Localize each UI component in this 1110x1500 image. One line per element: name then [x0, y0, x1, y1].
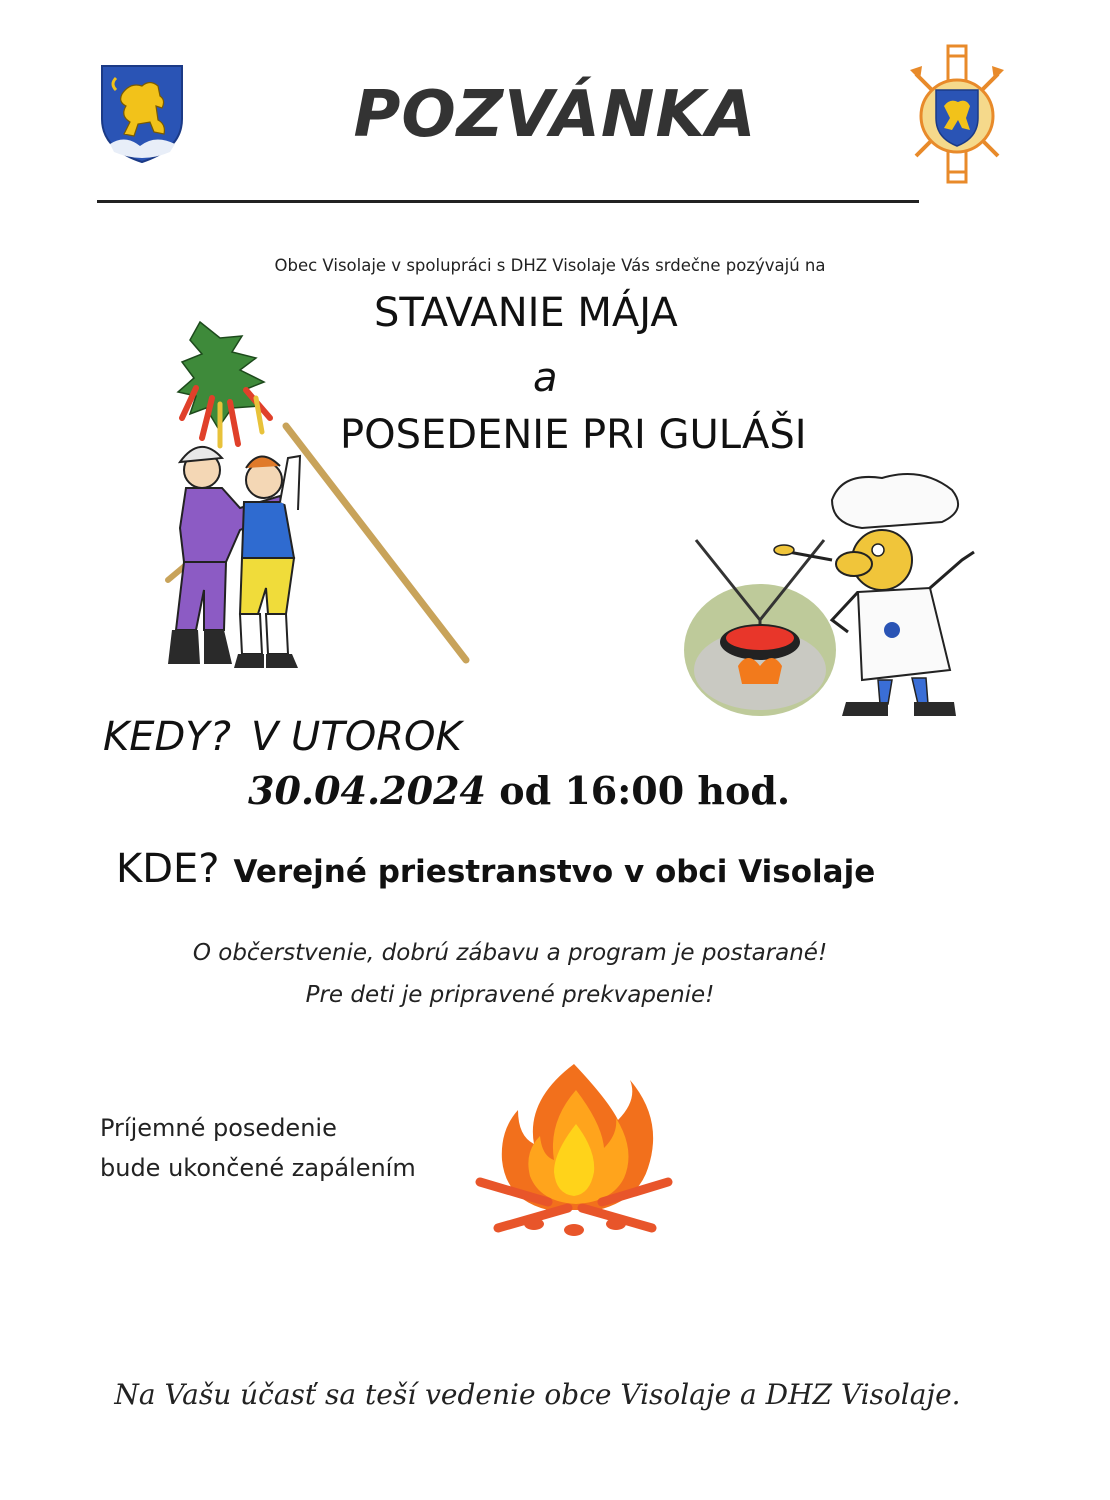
event-title-maypole: STAVANIE MÁJA [374, 290, 678, 336]
where-label: KDE? [116, 846, 220, 892]
event-date: 30.04.2024 [248, 768, 486, 813]
chef-goulash-illustration [682, 470, 978, 726]
event-title-goulash: POSEDENIE PRI GULÁŠI [340, 412, 807, 458]
campfire-illustration [478, 1060, 672, 1236]
when-line [103, 714, 462, 760]
footer-text: Na Vašu účasť sa teší vedenie obce Visolaje a DHZ Visolaje. [114, 1378, 961, 1411]
event-title-and: a [533, 355, 558, 401]
maypole-raising-illustration [160, 318, 480, 683]
date-line [248, 768, 790, 813]
ending-line-2: bude ukončené zapálením [100, 1154, 416, 1182]
firefighters-emblem-logo [908, 44, 1006, 184]
ending-line-1: Príjemné posedenie [100, 1114, 337, 1142]
when-label: KEDY? [103, 714, 231, 760]
intro-text: Obec Visolaje v spolupráci s DHZ Visolaje Vás srdečne pozývajú na [274, 256, 826, 275]
when-day: V UTOROK [250, 714, 462, 760]
title-divider [97, 200, 919, 203]
event-time: od 16:00 hod. [499, 768, 791, 813]
kids-note: Pre deti je pripravené prekvapenie! [305, 982, 715, 1008]
page-title: POZVÁNKA [353, 78, 757, 152]
where-place: Verejné priestranstvo v obci Visolaje [233, 854, 876, 890]
where-line [116, 846, 875, 892]
refreshment-note: O občerstvenie, dobrú zábavu a program je postarané! [192, 940, 828, 966]
